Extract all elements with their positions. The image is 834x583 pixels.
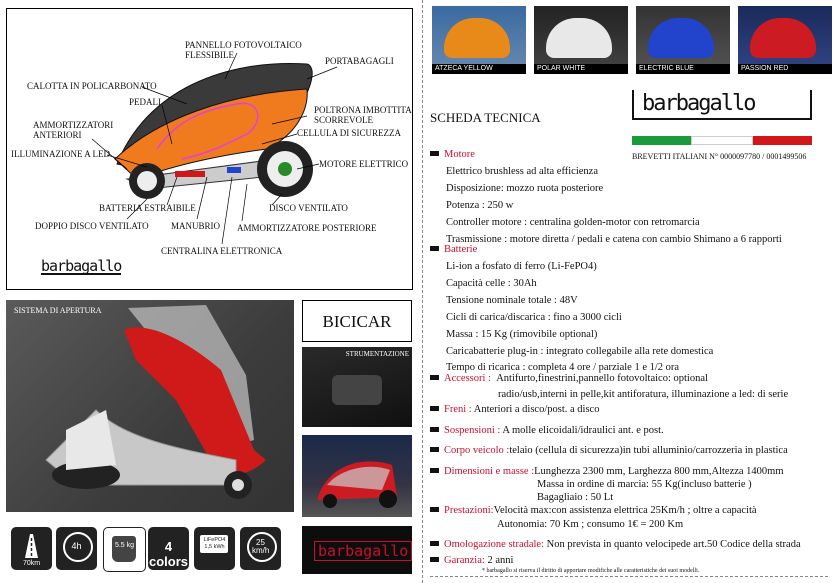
bottom-logo-box: [302, 526, 412, 574]
label-pannello: PANNELLO FOTOVOLTAICO: [185, 40, 302, 50]
spec-line: Capacità celle : 30Ah: [446, 278, 537, 289]
thumb-yellow: ATZECA YELLOW: [432, 6, 526, 74]
label-poltrona: POLTRONA IMBOTTITA: [314, 105, 412, 115]
label-flessibile: FLESSIBILE: [185, 50, 235, 60]
spec-line: Disposizione: mozzo ruota posteriore: [446, 183, 604, 194]
page-divider: [422, 0, 423, 583]
scheda-title: SCHEDA TECNICA: [430, 110, 541, 125]
battery-icon: LiFePO4 1,5 kWh: [194, 527, 235, 570]
label-manubrio: MANUBRIO: [171, 221, 221, 231]
italian-flag: [632, 136, 812, 145]
spec-line: Tensione nominale totale : 48V: [446, 295, 578, 306]
label-portabagagli: PORTABAGAGLI: [325, 56, 394, 66]
label-ammortizzatori: AMMORTIZZATORI: [33, 120, 114, 130]
spec-line: Controller motore : centralina golden-motor con retromarcia: [446, 217, 700, 228]
brevetti: BREVETTI ITALIANI N° 0000097780 / 0001499506: [632, 152, 807, 161]
spec-motore-header: Motore: [430, 146, 475, 163]
footer-divider: [430, 576, 828, 577]
diagram-frame: [6, 8, 413, 290]
weight-icon: 5.5 kg: [103, 527, 146, 572]
label-ammortizzatore-posteriore: AMMORTIZZATORE POSTERIORE: [237, 223, 377, 233]
label-pedali: PEDALI: [129, 97, 161, 107]
label-centralina: CENTRALINA ELETTRONICA: [161, 246, 283, 256]
spec-line: Potenza : 250 w: [446, 200, 514, 211]
spec-garanzia: Garanzia: 2 anni: [430, 552, 513, 569]
spec-line: Bagagliaio : 50 Lt: [537, 492, 614, 503]
diagram-logo: barbagallo: [41, 257, 122, 275]
spec-omologazione: Omologazione stradale: Non prevista in quanto velocipede art.50 Codice della strada: [430, 536, 801, 553]
spec-line: Autonomia: 70 Km ; consumo 1€ = 200 Km: [497, 519, 684, 530]
strumentazione-photo: [302, 347, 412, 427]
spec-line: Li-ion a fosfato di ferro (Li-FePO4): [446, 261, 597, 272]
bicicar-box: [302, 300, 412, 342]
apertura-caption: SISTEMA DI APERTURA: [14, 306, 102, 315]
thumb-blue: ELECTRIC BLUE: [636, 6, 730, 74]
label-illuminazione: ILLUMINAZIONE A LED: [11, 149, 110, 159]
speed-icon: 25 km/h: [240, 527, 281, 570]
spec-batterie-header: Batterie: [430, 241, 477, 258]
colors-icon: 4 colors: [148, 527, 189, 570]
road-icon: 70km: [11, 527, 52, 570]
clock-icon: 4h: [56, 527, 97, 570]
label-motore: MOTORE ELETTRICO: [319, 159, 409, 169]
spec-sospensioni: Sospensioni : A molle elicoidali/idraulici ant. e post.: [430, 422, 664, 439]
label-disco-ventilato: DISCO VENTILATO: [269, 203, 348, 213]
thumb-red: PASSION RED: [738, 6, 832, 74]
apertura-photo: [6, 300, 294, 512]
spec-freni: Freni : Anteriori a disco/post. a disco: [430, 401, 599, 418]
spec-line: Cicli di carica/discarica : fino a 3000 cicli: [446, 312, 622, 323]
thumb-white: POLAR WHITE: [534, 6, 628, 74]
spec-line: Elettrico brushless ad alta efficienza: [446, 166, 598, 177]
label-doppio-disco: DOPPIO DISCO VENTILATO: [35, 221, 149, 231]
spec-line: Caricabatterie plug-in : integrato collegabile alla rete domestica: [446, 346, 714, 357]
spec-line: radio/usb,interni in pelle,kit antiforatura, illuminazione a led: di serie: [498, 389, 789, 400]
spec-corpo: Corpo veicolo :telaio (cellula di sicurezza)in tubi alluminio/carrozzeria in plastica: [430, 442, 788, 459]
spec-line: Trasmissione : motore diretta / pedali e catena con cambio Shimano a 6 rapporti: [446, 234, 782, 245]
spec-accessori: Accessori : Antifurto,finestrini,pannello fotovoltaico: optional: [430, 370, 708, 387]
label-batteria: BATTERIA ESTRAIBILE: [99, 203, 196, 213]
label-cellula: CELLULA DI SICUREZZA: [297, 128, 401, 138]
spec-line: Tempo di ricarica : completa 4 ore / parziale 1 e 1/2 ora: [446, 362, 680, 373]
night-photo: [302, 435, 412, 517]
spec-prestazioni: Prestazioni:Velocità max:con assistenza elettrica 25Km/h ; oltre a capacità: [430, 502, 757, 519]
bottom-logo: barbagallo: [314, 541, 412, 561]
brand-logo: barbagallo: [632, 90, 812, 120]
bicicar-title: BICICAR: [322, 312, 392, 331]
label-calotta: CALOTTA IN POLICARBONATO: [27, 81, 157, 91]
footer-note: * barbagallo si riserva il diritto di apportare modifiche alle caratteristiche dei suoi modelli.: [482, 568, 700, 574]
label-anteriori: ANTERIORI: [33, 130, 82, 140]
spec-dimensioni: Dimensioni e masse :Lunghezza 2300 mm, Larghezza 800 mm,Altezza 1400mm: [430, 463, 784, 480]
label-scorrevole: SCORREVOLE: [314, 115, 374, 125]
strumentazione-caption: STRUMENTAZIONE: [345, 350, 409, 358]
spec-line: Massa : 15 Kg (rimovibile optional): [446, 329, 598, 340]
spec-line: Massa in ordine di marcia: 55 Kg(incluso batterie ): [537, 479, 752, 490]
